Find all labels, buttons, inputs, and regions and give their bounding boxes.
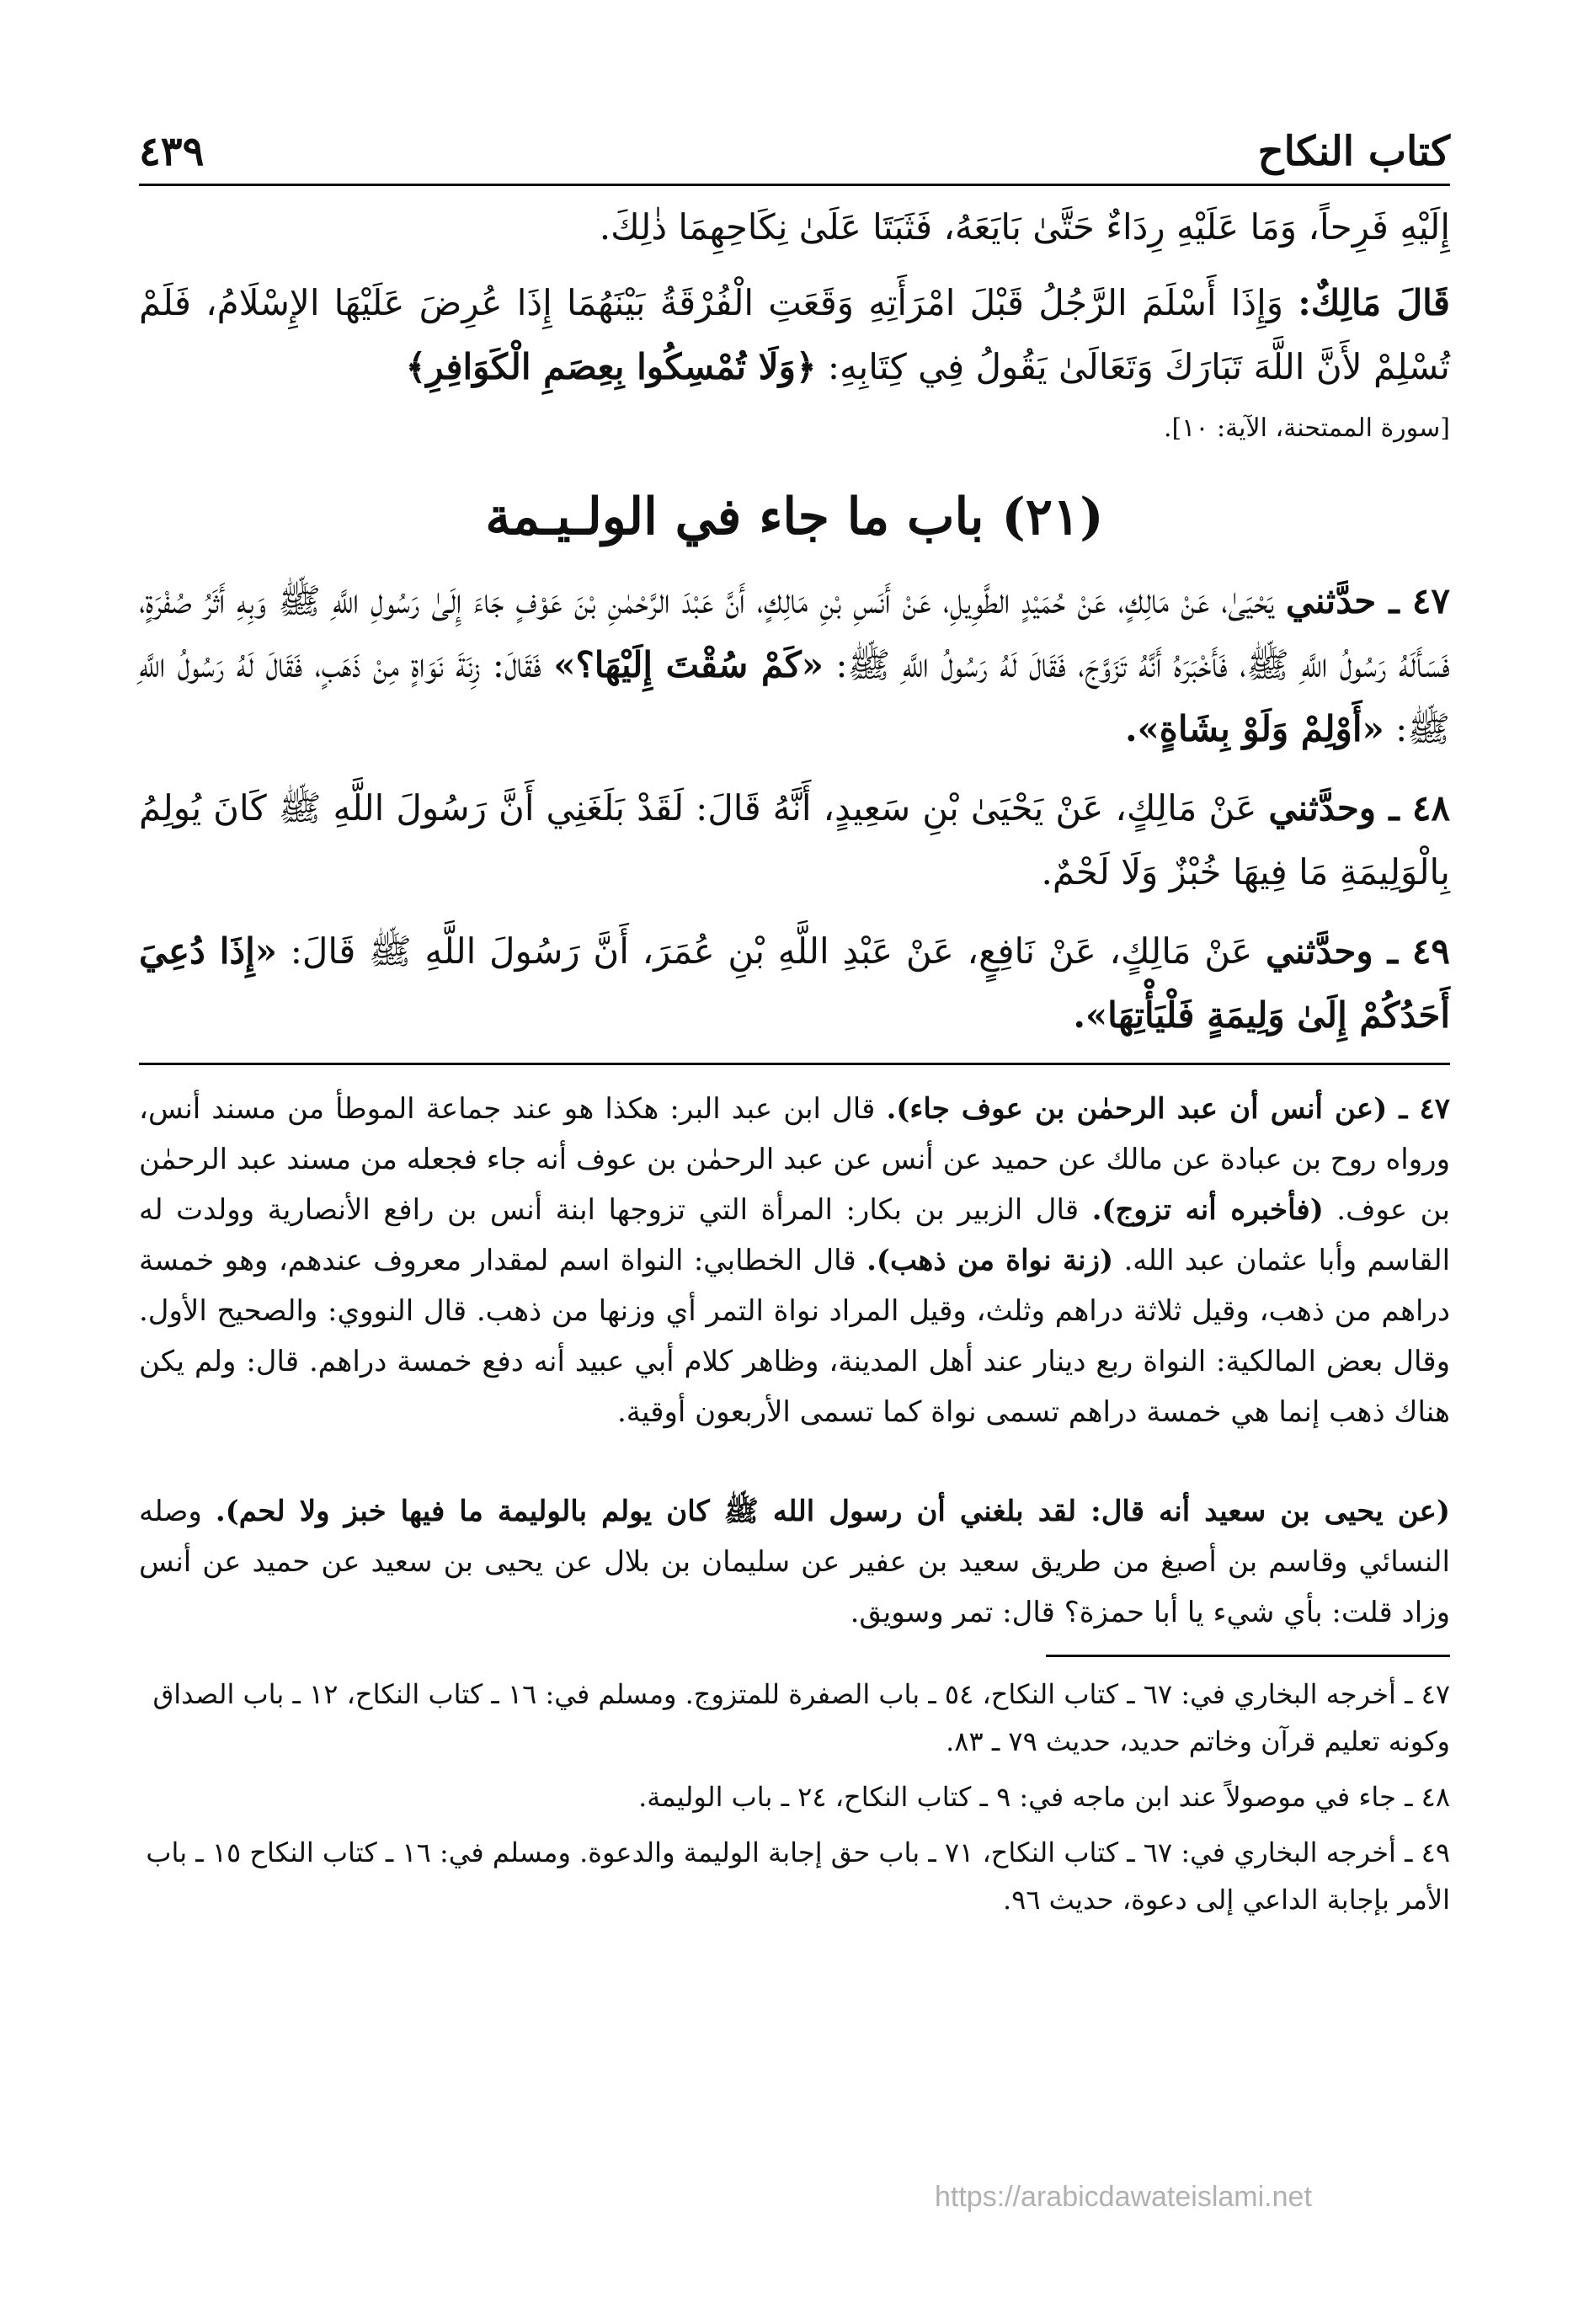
hadith-49-label: ٤٩ ـ وحدَّثني <box>1265 930 1450 972</box>
hadith-47-label: ٤٧ ـ حدَّثني <box>1285 580 1450 621</box>
hadith-48-label: ٤٨ ـ وحدَّثني <box>1268 787 1451 829</box>
section-divider <box>139 1063 1450 1065</box>
main-text <box>139 195 1450 1047</box>
hadith-47-quote-2: «أَوْلِمْ وَلَوْ بِشَاةٍ». <box>1124 708 1384 749</box>
hadith-49 <box>139 919 1450 1047</box>
malik-statement <box>139 271 1450 399</box>
hadith-47-quote-1: «كَمْ سُقْتَ إِلَيْهَا؟» <box>553 644 824 685</box>
watermark-url: https://arabicdawateislami.net <box>935 2181 1312 2213</box>
quran-verse: ﴿وَلَا تُمْسِكُوا بِعِصَمِ الْكَوَافِرِ﴾ <box>405 346 817 387</box>
chapter-title: (٢١) باب ما جاء في الولـيـمة <box>485 488 1104 546</box>
commentary-47-lead: ٤٧ ـ (عن أنس أن عبد الرحمٰن بن عوف جاء). <box>886 1092 1450 1126</box>
commentary-47-text-3: قال الخطابي: النواة اسم لمقدار معروف عندهم، وهو خمسة دراهم من ذهب، وقيل ثلاثة دراهم وثلث، وقيل المراد نواة التمر أي وزنها من ذهب. قال النووي: والصحيح الأول. وقال بعض المالكية: النواة ربع دينار عند أهل المدينة، وظاهر كلام أبي عبيد أنه دفع خمسة دراهم. قال: ولم يكن هناك ذهب إنما هي خمسة دراهم تسمى نواة كما تسمى الأربعون أوقية. <box>139 1244 1450 1429</box>
commentary-47-text-2: قال الزبير بن بكار: المرأة التي تزوجها ابنة أنس بن رافع الأنصارية وولدت له القاسم وأبا عثمان عبد الله. <box>139 1193 1451 1277</box>
page-number: ٤٣٩ <box>139 128 205 175</box>
footnote-47: ٤٧ ـ أخرجه البخاري في: ٦٧ ـ كتاب النكاح، ٥٤ ـ باب الصفرة للمتزوج. ومسلم في: ١٦ ـ كتاب النكاح، ١٢ ـ باب الصداق وكونه تعليم قرآن وخاتم حديد، حديث ٧٩ ـ ٨٣. <box>152 1678 1450 1757</box>
footnote-48: ٤٨ ـ جاء في موصولاً عند ابن ماجه في: ٩ ـ كتاب النكاح، ٢٤ ـ باب الوليمة. <box>638 1781 1450 1813</box>
page-header <box>139 99 1450 186</box>
footnote-49: ٤٩ ـ أخرجه البخاري في: ٦٧ ـ كتاب النكاح، ٧١ ـ باب حق إجابة الوليمة والدعوة. ومسلم في: ١٦ ـ كتاب النكاح ١٥ ـ باب الأمر بإجابة الداعي إلى دعوة، حديث ٩٦. <box>146 1836 1450 1916</box>
malik-label: قَالَ مَالِكٌ: <box>1298 282 1450 323</box>
hadith-49-quote: «إِذَا دُعِيَ أَحَدُكُمْ إِلَىٰ وَلِيمَةٍ فَلْيَأْتِهَا». <box>139 930 1450 1036</box>
commentary-47 <box>139 1084 1450 1437</box>
footnotes <box>139 1671 1450 1923</box>
hadith-48-text: عَنْ مَالِكٍ، عَنْ يَحْيَىٰ بْنِ سَعِيدٍ، أَنَّهُ قَالَ: لَقَدْ بَلَغَنِي أَنَّ رَسُولَ اللَّهِ ﷺ كَانَ يُولِمُ بِالْوَلِيمَةِ مَا فِيهَا خُبْزٌ وَلَا لَحْمٌ. <box>139 787 1450 893</box>
hadith-48 <box>139 776 1450 904</box>
hadith-list <box>139 569 1450 1047</box>
page-content <box>139 195 1450 1932</box>
surah-reference: [سورة الممتحنة، الآية: ١٠]. <box>1163 413 1450 443</box>
commentary-48 <box>139 1486 1450 1638</box>
commentary-47-text-1: قال ابن عبد البر: هكذا هو عند جماعة الموطأ من مسند أنس، ورواه روح بن عبادة عن مالك عن حميد عن أنس عن عبد الرحمٰن بن عوف أنه جاء فجعله من مسند عبد الرحمٰن بن عوف. <box>139 1092 1450 1227</box>
continuation-line: إِلَيْهِ فَرِحاً، وَمَا عَلَيْهِ رِدَاءٌ حَتَّىٰ بَايَعَهُ، فَثَبَتَا عَلَىٰ نِكَاحِهِمَا ذٰلِكَ. <box>599 206 1450 248</box>
hadith-47-text-1: يَحْيَىٰ، عَنْ مَالِكٍ، عَنْ حُمَيْدٍ الطَّوِيلِ، عَنْ أَنَسِ بْنِ مَالِكٍ، أَنَّ عَبْدَ الرَّحْمٰنِ بْنَ عَوْفٍ جَاءَ إِلَىٰ رَسُولِ اللَّهِ ﷺ وَبِهِ أَثَرُ صُفْرَةٍ، فَسَأَلَهُ رَسُولُ اللَّهِ ﷺ، فَأَخْبَرَهُ أَنَّهُ تَزَوَّجَ، فَقَالَ لَهُ رَسُولُ اللَّهِ ﷺ: <box>139 580 1450 685</box>
hadith-47-text-2: فَقَالَ: زِنَةَ نَوَاةٍ مِنْ ذَهَبٍ، فَقَالَ لَهُ رَسُولُ اللَّهِ ﷺ: <box>139 644 1450 749</box>
commentary-48-lead: (عن يحيى بن سعيد أنه قال: لقد بلغني أن رسول الله ﷺ كان يولم بالوليمة ما فيها خبز ولا لحم). <box>215 1495 1450 1528</box>
hadith-49-text: عَنْ مَالِكٍ، عَنْ نَافِعٍ، عَنْ عَبْدِ اللَّهِ بْنِ عُمَرَ، أَنَّ رَسُولَ اللَّهِ ﷺ قَالَ: <box>290 930 1253 972</box>
commentary <box>139 1084 1450 1638</box>
commentary-47-bold-2: (زنة نواة من ذهب). <box>866 1244 1114 1277</box>
footnote-divider <box>1046 1655 1450 1657</box>
commentary-47-bold-1: (فأخبره أنه تزوج). <box>1091 1193 1324 1227</box>
hadith-47 <box>139 569 1450 761</box>
malik-text: وَإِذَا أَسْلَمَ الرَّجُلُ قَبْلَ امْرَأَتِهِ وَقَعَتِ الْفُرْقَةُ بَيْنَهُمَا إِذَا عُرِضَ عَلَيْهَا الإِسْلَامُ، فَلَمْ تُسْلِمْ لأَنَّ اللَّهَ تَبَارَكَ وَتَعَالَىٰ يَقُولُ فِي كِتَابِهِ: <box>139 282 1450 387</box>
commentary-48-text: وصله النسائي وقاسم بن أصبغ من طريق سعيد بن عفير عن سليمان بن بلال عن يحيى بن سعيد عن حميد عن أنس وزاد قلت: بأي شيء يا أبا حمزة؟ قال: تمر وسويق. <box>139 1495 1450 1629</box>
book-title: كتاب النكاح <box>1257 128 1450 175</box>
